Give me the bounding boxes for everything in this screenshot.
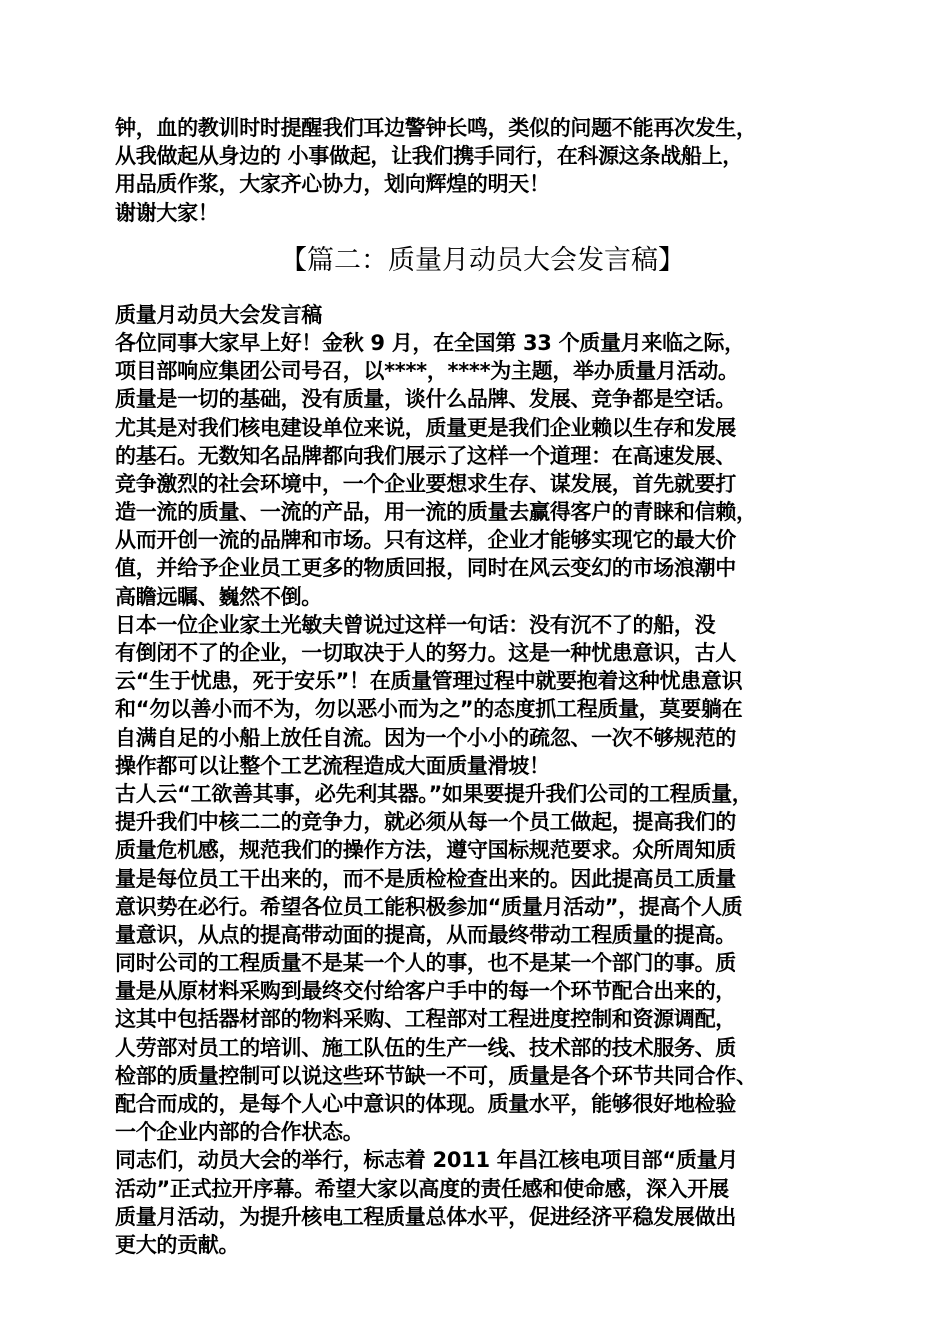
text-line: 用品质作浆，大家齐心协力，划向辉煌的明天！ bbox=[115, 172, 550, 197]
text-line: 从而开创一流的品牌和市场。只有这样，企业才能够实现它的最大价 bbox=[115, 528, 736, 553]
text-line: 值，并给予企业员工更多的物质回报，同时在风云变幻的市场浪潮中 bbox=[115, 556, 736, 581]
text-line: 各位同事大家早上好！金秋 9 月，在全国第 33 个质量月来临之际， bbox=[115, 330, 745, 355]
text-line: 古人云“工欲善其事，必先利其器。”如果要提升我们公司的工程质量， bbox=[115, 781, 753, 806]
text-line: 造一流的质量、一流的产品，用一流的质量去赢得客户的青睐和信赖， bbox=[115, 500, 757, 525]
text-line: 从我做起从身边的 小事做起，让我们携手同行，在科源这条战船上， bbox=[115, 144, 744, 169]
text-line: 人劳部对员工的培训、施工队伍的生产一线、技术部的技术服务、质 bbox=[115, 1035, 736, 1060]
text-line: 尤其是对我们核电建设单位来说，质量更是我们企业赖以生存和发展 bbox=[115, 415, 736, 440]
text-line: 检部的质量控制可以说这些环节缺一不可，质量是各个环节共同合作、 bbox=[115, 1063, 757, 1088]
text-line: 量意识，从点的提高带动面的提高，从而最终带动工程质量的提高。 bbox=[115, 922, 736, 947]
text-line: 一个企业内部的合作状态。 bbox=[115, 1120, 364, 1145]
text-line: 量是每位员工干出来的，而不是质检检查出来的。因此提高员工质量 bbox=[115, 866, 736, 891]
section-heading: 【篇二：质量月动员大会发言稿】 bbox=[280, 244, 685, 276]
text-line: 云“生于忧患，死于安乐”！在质量管理过程中就要抱着这种忧患意识 bbox=[115, 669, 743, 694]
text-line: 项目部响应集团公司号召，以****，****为主题，举办质量月活动。 bbox=[115, 359, 739, 384]
text-line: 钟，血的教训时时提醒我们耳边警钟长鸣，类似的问题不能再次发生， bbox=[115, 116, 757, 140]
text-line: 活动”正式拉开序幕。希望大家以高度的责任感和使命感，深入开展 bbox=[115, 1176, 729, 1201]
text-line: 配合而成的，是每个人心中意识的体现。质量水平，能够很好地检验 bbox=[115, 1092, 736, 1116]
text-line: 质量危机感，规范我们的操作方法，遵守国标规范要求。众所周知质 bbox=[115, 838, 736, 863]
document-page bbox=[115, 114, 850, 1259]
text-line: 提升我们中核二二的竞争力，就必须从每一个员工做起，提高我们的 bbox=[115, 810, 736, 835]
text-line: 同时公司的工程质量不是某一个人的事，也不是某一个部门的事。质 bbox=[115, 951, 736, 976]
text-line: 和“勿以善小而不为，勿以恶小而为之”的态度抓工程质量，莫要躺在 bbox=[115, 697, 743, 722]
text-line: 高瞻远瞩、巍然不倒。 bbox=[115, 584, 322, 609]
text-line: 竞争激烈的社会环境中，一个企业要想求生存、谋发展，首先就要打 bbox=[115, 471, 736, 496]
text-line: 这其中包括器材部的物料采购、工程部对工程进度控制和资源调配， bbox=[115, 1007, 736, 1032]
text-line: 质量月动员大会发言稿 bbox=[115, 302, 322, 327]
text-line: 操作都可以让整个工艺流程造成大面质量滑坡！ bbox=[115, 753, 550, 778]
text-line: 自满自足的小船上放任自流。因为一个小小的疏忽、一次不够规范的 bbox=[115, 725, 736, 750]
text-line: 的基石。无数知名品牌都向我们展示了这样一个道理：在高速发展、 bbox=[115, 443, 736, 468]
text-line: 同志们，动员大会的举行，标志着 2011 年昌江核电项目部“质量月 bbox=[115, 1148, 738, 1173]
text-line: 质量月活动，为提升核电工程质量总体水平，促进经济平稳发展做出 bbox=[115, 1204, 736, 1229]
text-line: 量是从原材料采购到最终交付给客户手中的每一个环节配合出来的， bbox=[115, 979, 736, 1004]
text-line: 谢谢大家！ bbox=[115, 200, 219, 225]
text-line: 日本一位企业家土光敏夫曾说过这样一句话：没有沉不了的船，没 bbox=[115, 612, 716, 637]
text-line: 有倒闭不了的企业，一切取决于人的努力。这是一种忧患意识，古人 bbox=[115, 641, 736, 665]
text-line: 质量是一切的基础，没有质量，谈什么品牌、发展、竞争都是空话。 bbox=[115, 387, 736, 412]
body-text bbox=[115, 301, 850, 1259]
text-line: 意识势在必行。希望各位员工能积极参加“质量月活动”，提高个人质 bbox=[115, 894, 743, 919]
intro-paragraph bbox=[115, 114, 850, 227]
text-line: 更大的贡献。 bbox=[115, 1232, 240, 1257]
